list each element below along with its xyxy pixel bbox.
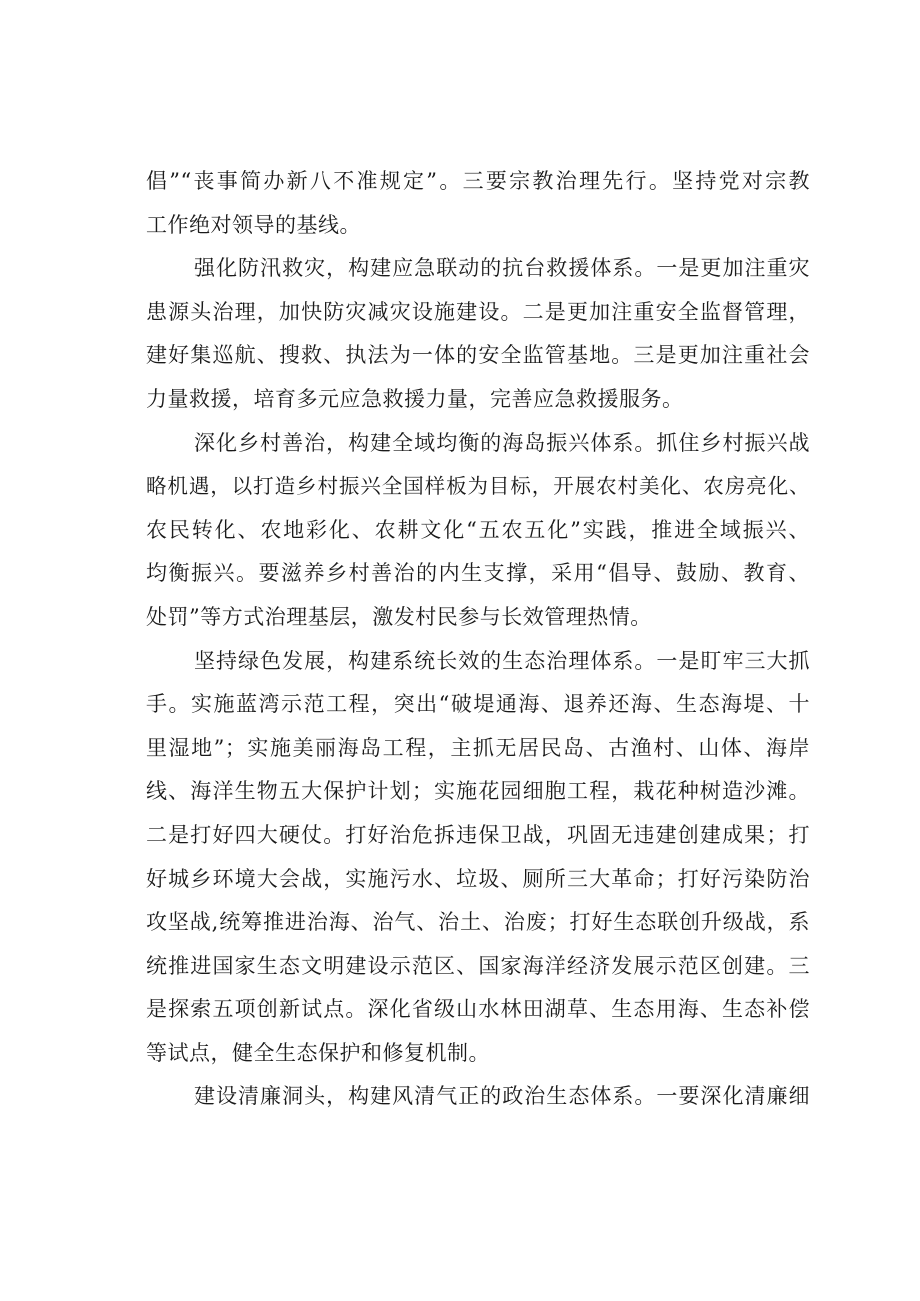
text-line: 是探索五项创新试点。深化省级山水林田湖草、生态用海、生态补偿	[146, 997, 810, 1022]
text-line: 线、海洋生物五大保护计划；实施花园细胞工程，栽花种树造沙滩。	[146, 779, 810, 804]
text-line: 等试点，健全生态保护和修复机制。	[146, 1040, 490, 1065]
text-line: 处罚”等方式治理基层，激发村民参与长效管理热情。	[146, 604, 652, 629]
text-line: 里湿地”；实施美丽海岛工程，主抓无居民岛、古渔村、山体、海岸	[146, 735, 810, 760]
text-line: 患源头治理，加快防灾减灾设施建设。二是更加注重安全监督管理，	[146, 299, 810, 324]
text-line: 强化防汛救灾，构建应急联动的抗台救援体系。一是更加注重灾	[194, 256, 810, 281]
text-line: 力量救援，培育多元应急救援力量，完善应急救援服务。	[146, 386, 684, 411]
text-line: 略机遇，以打造乡村振兴全国样板为目标，开展农村美化、农房亮化、	[146, 474, 810, 499]
text-line: 均衡振兴。要滋养乡村善治的内生支撑，采用“倡导、鼓励、教育、	[146, 561, 810, 586]
text-line: 深化乡村善治，构建全域均衡的海岛振兴体系。抓住乡村振兴战	[194, 430, 810, 455]
text-line: 统推进国家生态文明建设示范区、国家海洋经济发展示范区创建。三	[146, 953, 810, 978]
text-line: 攻坚战,统筹推进治海、治气、治土、治废；打好生态联创升级战，系	[146, 910, 810, 935]
text-line: 建好集巡航、搜救、执法为一体的安全监管基地。三是更加注重社会	[146, 343, 810, 368]
text-line: 农民转化、农地彩化、农耕文化“五农五化”实践，推进全域振兴、	[146, 517, 810, 542]
text-line: 坚持绿色发展，构建系统长效的生态治理体系。一是盯牢三大抓	[194, 648, 810, 673]
text-line: 好城乡环境大会战，实施污水、垃圾、厕所三大革命；打好污染防治	[146, 866, 810, 891]
text-line: 建设清廉洞头，构建风清气正的政治生态体系。一要深化清廉细	[194, 1084, 810, 1109]
paragraph	[146, 160, 810, 247]
paragraph	[146, 247, 810, 421]
text-line: 工作绝对领导的基线。	[146, 212, 361, 237]
document-body	[146, 160, 810, 1119]
paragraph	[146, 1075, 810, 1119]
text-line: 手。实施蓝湾示范工程，突出“破堤通海、退养还海、生态海堤、十	[146, 692, 810, 717]
text-line: 二是打好四大硬仗。打好治危拆违保卫战，巩固无违建创建成果；打	[146, 822, 810, 847]
paragraph	[146, 640, 810, 1076]
text-line: 倡”“丧事简办新八不准规定”。三要宗教治理先行。坚持党对宗教	[146, 169, 810, 193]
paragraph	[146, 422, 810, 640]
